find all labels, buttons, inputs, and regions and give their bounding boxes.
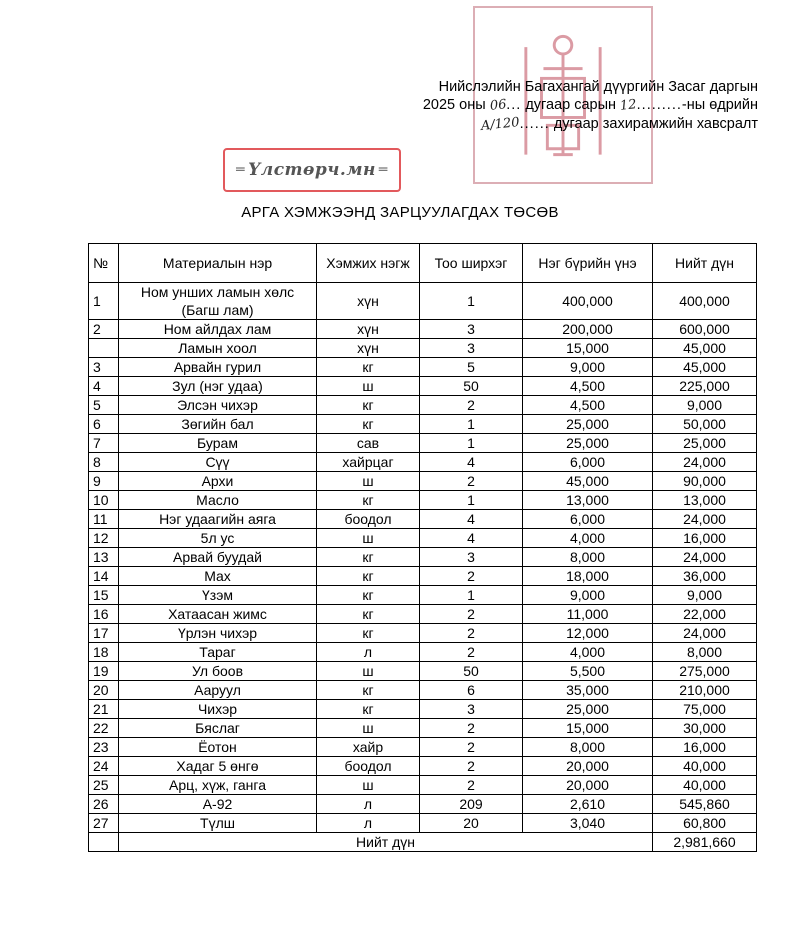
quantity: 20 (420, 814, 523, 833)
header-order-label: дугаар захирамжийн хавсралт (553, 116, 758, 132)
unit: кг (317, 491, 420, 510)
unit: кг (317, 586, 420, 605)
quantity: 3 (420, 548, 523, 567)
row-total: 90,000 (653, 472, 757, 491)
quantity: 2 (420, 719, 523, 738)
material-name: Зөгийн бал (119, 415, 317, 434)
row-number: 16 (89, 605, 119, 624)
table-row (89, 548, 757, 567)
unit-price: 8,000 (523, 738, 653, 757)
table-row (89, 757, 757, 776)
quantity: 1 (420, 415, 523, 434)
row-total: 45,000 (653, 339, 757, 358)
table-row (89, 814, 757, 833)
quantity: 2 (420, 738, 523, 757)
row-number: 22 (89, 719, 119, 738)
handwritten-day: 12 (619, 97, 638, 114)
unit: ш (317, 719, 420, 738)
unit: хүн (317, 339, 420, 358)
row-number: 8 (89, 453, 119, 472)
unit-price: 45,000 (523, 472, 653, 491)
watermark-logo (223, 148, 401, 192)
unit-price: 8,000 (523, 548, 653, 567)
header-material-name: Материалын нэр (119, 244, 317, 283)
table-row (89, 453, 757, 472)
material-name: Архи (119, 472, 317, 491)
row-number: 23 (89, 738, 119, 757)
quantity: 2 (420, 624, 523, 643)
document-header (423, 78, 758, 134)
material-name: 5л ус (119, 529, 317, 548)
header-no: № (89, 244, 119, 283)
row-total: 24,000 (653, 624, 757, 643)
material-name: Үрлэн чихэр (119, 624, 317, 643)
row-total: 24,000 (653, 453, 757, 472)
unit: ш (317, 377, 420, 396)
handwritten-order-number: A/120 (480, 115, 521, 134)
header-month-label: дугаар сарын (525, 97, 617, 113)
row-total: 30,000 (653, 719, 757, 738)
row-number: 4 (89, 377, 119, 396)
material-name: Элсэн чихэр (119, 396, 317, 415)
row-total: 60,800 (653, 814, 757, 833)
table-row (89, 719, 757, 738)
unit-price: 11,000 (523, 605, 653, 624)
unit: кг (317, 700, 420, 719)
material-name: Нэг удаагийн аяга (119, 510, 317, 529)
row-total: 16,000 (653, 529, 757, 548)
logo-dash-right-icon: ═ (378, 162, 388, 178)
table-row (89, 434, 757, 453)
unit-price: 4,000 (523, 529, 653, 548)
row-total: 40,000 (653, 757, 757, 776)
material-name: Масло (119, 491, 317, 510)
row-total: 400,000 (653, 283, 757, 320)
row-total: 45,000 (653, 358, 757, 377)
table-body (89, 283, 757, 833)
quantity: 3 (420, 320, 523, 339)
quantity: 4 (420, 529, 523, 548)
row-number: 26 (89, 795, 119, 814)
unit-price: 15,000 (523, 339, 653, 358)
header-year: 2025 оны (422, 97, 486, 113)
unit-price: 4,500 (523, 396, 653, 415)
total-empty-cell (89, 833, 119, 852)
unit-price: 200,000 (523, 320, 653, 339)
quantity: 50 (420, 662, 523, 681)
unit-price: 35,000 (523, 681, 653, 700)
table-row (89, 358, 757, 377)
quantity: 3 (420, 339, 523, 358)
row-total: 25,000 (653, 434, 757, 453)
unit-price: 18,000 (523, 567, 653, 586)
table-row (89, 643, 757, 662)
material-name: Ул боов (119, 662, 317, 681)
material-name: Арвай буудай (119, 548, 317, 567)
row-total: 275,000 (653, 662, 757, 681)
unit: боодол (317, 510, 420, 529)
table-row (89, 605, 757, 624)
handwritten-month: 06 (488, 97, 507, 114)
material-name: Түлш (119, 814, 317, 833)
row-total: 8,000 (653, 643, 757, 662)
material-name: Хатаасан жимс (119, 605, 317, 624)
unit: кг (317, 681, 420, 700)
table-row (89, 795, 757, 814)
row-number: 25 (89, 776, 119, 795)
grand-total-label: Нийт дүн (119, 833, 653, 852)
row-number: 15 (89, 586, 119, 605)
quantity: 2 (420, 776, 523, 795)
unit: боодол (317, 757, 420, 776)
table-row (89, 662, 757, 681)
material-name: Үзэм (119, 586, 317, 605)
unit-price: 6,000 (523, 453, 653, 472)
unit: хүн (317, 320, 420, 339)
row-number: 12 (89, 529, 119, 548)
quantity: 1 (420, 283, 523, 320)
material-name: Ном айлдах лам (119, 320, 317, 339)
row-number: 19 (89, 662, 119, 681)
quantity: 3 (420, 700, 523, 719)
header-total: Нийт дүн (653, 244, 757, 283)
table-row (89, 681, 757, 700)
material-name: Ном унших ламын хөлс (Багш лам) (119, 283, 317, 320)
unit-price: 15,000 (523, 719, 653, 738)
row-number (89, 339, 119, 358)
row-number: 9 (89, 472, 119, 491)
quantity: 2 (420, 472, 523, 491)
table-row (89, 472, 757, 491)
order-dots: ...... (519, 116, 550, 132)
header-line-1: Нийслэлийн Багахангай дүүргийн Засаг даргын (438, 79, 758, 95)
row-number: 14 (89, 567, 119, 586)
grand-total-value: 2,981,660 (653, 833, 757, 852)
table-row (89, 396, 757, 415)
unit-price: 4,500 (523, 377, 653, 396)
unit: л (317, 814, 420, 833)
row-total: 9,000 (653, 396, 757, 415)
unit-price: 400,000 (523, 283, 653, 320)
row-total: 225,000 (653, 377, 757, 396)
row-number: 24 (89, 757, 119, 776)
material-name: Ааруул (119, 681, 317, 700)
row-number: 27 (89, 814, 119, 833)
row-number: 2 (89, 320, 119, 339)
table-row (89, 510, 757, 529)
quantity: 1 (420, 586, 523, 605)
row-number: 11 (89, 510, 119, 529)
unit: сав (317, 434, 420, 453)
quantity: 6 (420, 681, 523, 700)
unit: кг (317, 624, 420, 643)
unit: кг (317, 358, 420, 377)
unit: хайр (317, 738, 420, 757)
row-total: 40,000 (653, 776, 757, 795)
table-row (89, 567, 757, 586)
row-number: 1 (89, 283, 119, 320)
header-unit-price: Нэг бүрийн үнэ (523, 244, 653, 283)
table-row (89, 339, 757, 358)
unit-price: 13,000 (523, 491, 653, 510)
quantity: 1 (420, 434, 523, 453)
row-number: 5 (89, 396, 119, 415)
unit: л (317, 795, 420, 814)
table-row (89, 415, 757, 434)
material-name: Бяслаг (119, 719, 317, 738)
row-total: 16,000 (653, 738, 757, 757)
unit: л (317, 643, 420, 662)
material-name: Мах (119, 567, 317, 586)
material-name: Зул (нэг удаа) (119, 377, 317, 396)
unit-price: 4,000 (523, 643, 653, 662)
material-name: Сүү (119, 453, 317, 472)
quantity: 2 (420, 396, 523, 415)
unit: ш (317, 472, 420, 491)
header-day-label: -ны өдрийн (681, 97, 758, 113)
row-total: 600,000 (653, 320, 757, 339)
unit-price: 9,000 (523, 358, 653, 377)
day-dots: ......... (636, 97, 682, 113)
header-quantity: Тоо ширхэг (420, 244, 523, 283)
table-header-row (89, 244, 757, 283)
unit-price: 5,500 (523, 662, 653, 681)
unit: кг (317, 548, 420, 567)
quantity: 4 (420, 510, 523, 529)
unit: кг (317, 567, 420, 586)
row-number: 20 (89, 681, 119, 700)
row-number: 10 (89, 491, 119, 510)
quantity: 2 (420, 643, 523, 662)
unit: ш (317, 529, 420, 548)
unit-price: 6,000 (523, 510, 653, 529)
material-name: Ламын хоол (119, 339, 317, 358)
unit-price: 25,000 (523, 415, 653, 434)
unit-price: 20,000 (523, 776, 653, 795)
row-total: 24,000 (653, 548, 757, 567)
month-dots: ... (506, 97, 522, 113)
unit: ш (317, 662, 420, 681)
row-number: 3 (89, 358, 119, 377)
unit-price: 25,000 (523, 434, 653, 453)
row-total: 22,000 (653, 605, 757, 624)
quantity: 2 (420, 567, 523, 586)
material-name: Тараг (119, 643, 317, 662)
budget-table (88, 243, 757, 852)
material-name: Хадаг 5 өнгө (119, 757, 317, 776)
unit-price: 9,000 (523, 586, 653, 605)
unit-price: 3,040 (523, 814, 653, 833)
material-name: Арвайн гурил (119, 358, 317, 377)
row-total: 545,860 (653, 795, 757, 814)
unit-price: 2,610 (523, 795, 653, 814)
quantity: 1 (420, 491, 523, 510)
row-number: 13 (89, 548, 119, 567)
material-name: А-92 (119, 795, 317, 814)
quantity: 5 (420, 358, 523, 377)
row-total: 50,000 (653, 415, 757, 434)
material-name: Бурам (119, 434, 317, 453)
material-name: Арц, хүж, ганга (119, 776, 317, 795)
table-row (89, 320, 757, 339)
unit-price: 12,000 (523, 624, 653, 643)
row-total: 210,000 (653, 681, 757, 700)
table-row (89, 283, 757, 320)
table-row (89, 529, 757, 548)
unit: кг (317, 396, 420, 415)
logo-text: Үлстөрч.мн (248, 160, 376, 180)
quantity: 4 (420, 453, 523, 472)
row-total: 13,000 (653, 491, 757, 510)
row-number: 7 (89, 434, 119, 453)
unit: кг (317, 605, 420, 624)
row-number: 21 (89, 700, 119, 719)
table-total-row (89, 833, 757, 852)
table-row (89, 586, 757, 605)
header-unit: Хэмжих нэгж (317, 244, 420, 283)
row-total: 24,000 (653, 510, 757, 529)
row-number: 18 (89, 643, 119, 662)
table-row (89, 738, 757, 757)
page-title: АРГА ХЭМЖЭЭНД ЗАРЦУУЛАГДАХ ТӨСӨВ (241, 204, 559, 221)
table-row (89, 624, 757, 643)
table-row (89, 776, 757, 795)
row-number: 6 (89, 415, 119, 434)
header-line-3 (423, 115, 758, 134)
table-row (89, 700, 757, 719)
unit: хүн (317, 283, 420, 320)
unit-price: 25,000 (523, 700, 653, 719)
table-row (89, 377, 757, 396)
header-line-2 (423, 96, 758, 115)
row-total: 36,000 (653, 567, 757, 586)
quantity: 2 (420, 605, 523, 624)
logo-dash-left-icon: ═ (236, 162, 246, 178)
row-total: 9,000 (653, 586, 757, 605)
material-name: Чихэр (119, 700, 317, 719)
row-total: 75,000 (653, 700, 757, 719)
quantity: 209 (420, 795, 523, 814)
quantity: 2 (420, 757, 523, 776)
unit-price: 20,000 (523, 757, 653, 776)
unit: кг (317, 415, 420, 434)
row-number: 17 (89, 624, 119, 643)
quantity: 50 (420, 377, 523, 396)
unit: хайрцаг (317, 453, 420, 472)
material-name: Ёотон (119, 738, 317, 757)
unit: ш (317, 776, 420, 795)
table-row (89, 491, 757, 510)
